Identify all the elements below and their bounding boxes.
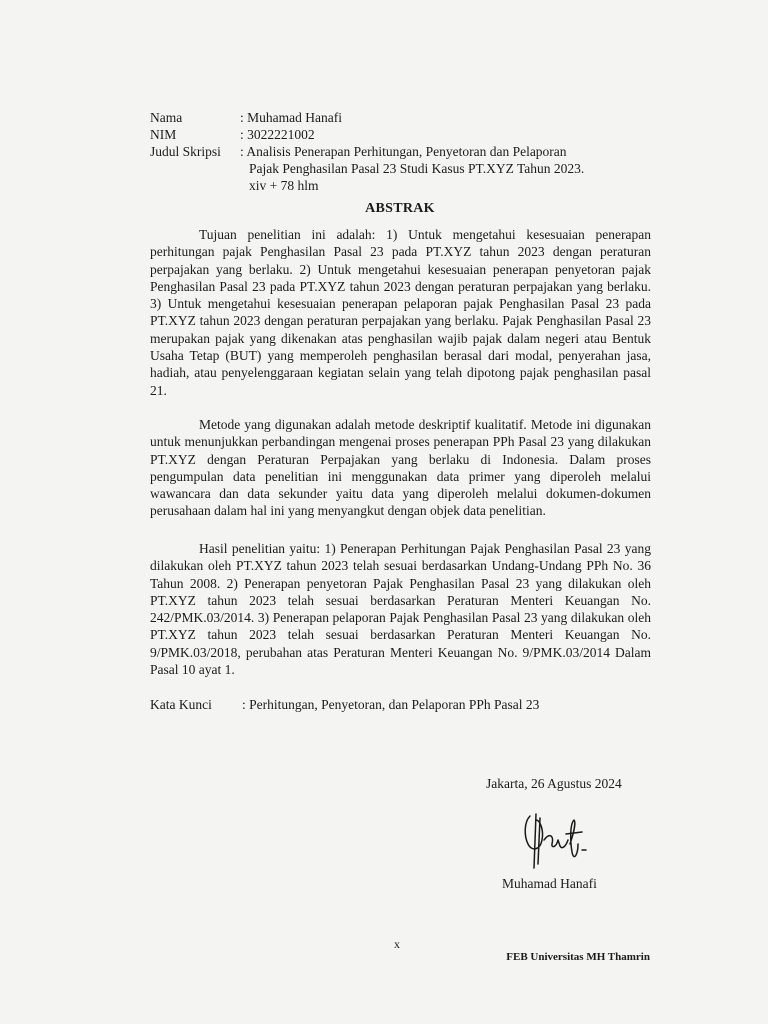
nim-value: : 3022221002 <box>240 127 315 142</box>
thesis-title-value <box>240 143 640 194</box>
keywords-value: : Perhitungan, Penyetoran, dan Pelaporan PPh Pasal 23 <box>242 697 540 712</box>
handwritten-signature <box>520 810 592 870</box>
paragraph-text: Hasil penelitian yaitu: 1) Penerapan Perhitungan Pajak Penghasilan Pasal 23 yang dilakukan oleh PT.XYZ tahun 2023 telah sesuai berdasarkan Undang-Undang PPh No. 36 Tahun 2008. 2) Penerapan penyetoran Pajak Penghasilan Pasal 23 yang dilakukan oleh PT.XYZ tahun 2023 telah sesuai berdasarkan Peraturan Menteri Keuangan No. 242/PMK.03/2014. 3) Penerapan pelaporan Pajak Penghasilan Pasal 23 yang dilakukan oleh PT.XYZ tahun 2023 telah sesuai berdasarkan Peraturan Menteri Keuangan No. 9/PMK.03/2018, perubahan atas Peraturan Menteri Keuangan No. 9/PMK.03/2014 Dalam Pasal 10 ayat 1. <box>150 541 651 678</box>
footer-institution: FEB Universitas MH Thamrin <box>506 951 650 963</box>
name-row <box>150 109 640 126</box>
signer-name: Muhamad Hanafi <box>502 876 597 891</box>
abstract-paragraph-2 <box>150 416 651 520</box>
page-count: xiv + 78 hlm <box>249 178 319 193</box>
place-date: Jakarta, 26 Agustus 2024 <box>486 776 622 791</box>
abstract-paragraph-3 <box>150 540 651 678</box>
keywords-label: Kata Kunci <box>150 697 212 712</box>
thesis-title-line-1: : Analisis Penerapan Perhitungan, Penyetoran dan Pelaporan <box>240 144 567 159</box>
thesis-title-label: Judul Skripsi <box>150 144 221 159</box>
student-info <box>150 109 640 194</box>
abstract-heading: ABSTRAK <box>365 201 435 216</box>
thesis-title-row <box>150 143 640 194</box>
keywords <box>150 697 539 713</box>
nim-label: NIM <box>150 127 177 142</box>
paragraph-text: Metode yang digunakan adalah metode deskriptif kualitatif. Metode ini digunakan untuk menunjukkan perbandingan mengenai proses penerapan PPh Pasal 23 yang dilakukan PT.XYZ dengan Peraturan Perpajakan yang berlaku di Indonesia. Dalam proses pengumpulan data penelitian ini menggunakan data primer yang diperoleh melalui wawancara dan data sekunder yaitu data yang diperoleh melalui dokumen-dokumen perusahaan dalam hal ini yang menyangkut dengan objek data penelitian. <box>150 417 651 519</box>
page-number: x <box>394 937 400 951</box>
name-value: : Muhamad Hanafi <box>240 110 342 125</box>
nim-row <box>150 126 640 143</box>
abstract-paragraph-1 <box>150 226 651 399</box>
paragraph-text: Tujuan penelitian ini adalah: 1) Untuk mengetahui kesesuaian penerapan perhitungan pajak Penghasilan Pasal 23 pada PT.XYZ tahun 2023 dengan peraturan perpajakan yang berlaku. 2) Untuk mengetahui kesesuaian penerapan penyetoran pajak Penghasilan Pasal 23 pada PT.XYZ tahun 2023 dengan peraturan perpajakan yang berlaku. 3) Untuk mengetahui kesesuaian penerapan pelaporan pajak Penghasilan Pasal 23 pada PT.XYZ tahun 2023 dengan peraturan perpajakan yang berlaku. Pajak Penghasilan Pasal 23 merupakan pajak yang dikenakan atas penghasilan wajib pajak dalam negeri atau Bentuk Usaha Tetap (BUT) yang memperoleh penghasilan berasal dari modal, penyerahan jasa, hadiah, atau penyelenggaraan kegiatan selain yang telah dipotong pajak penghasilan pasal 21. <box>150 227 651 398</box>
thesis-title-line-2: Pajak Penghasilan Pasal 23 Studi Kasus PT.XYZ Tahun 2023. <box>249 161 585 176</box>
name-label: Nama <box>150 110 183 125</box>
